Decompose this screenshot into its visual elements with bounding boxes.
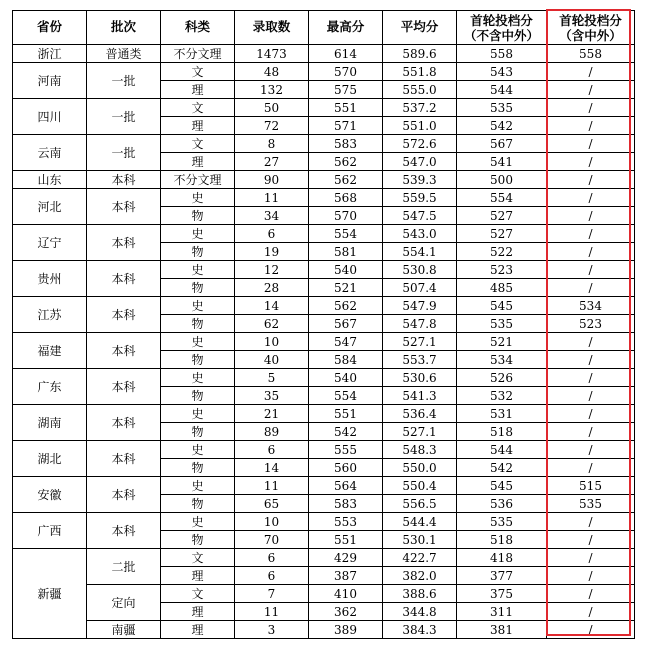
- table-row: [13, 225, 635, 243]
- cell-max-score: 429: [309, 549, 383, 567]
- cell-max-score: 410: [309, 585, 383, 603]
- cell-avg-score: 537.2: [383, 99, 457, 117]
- table-body: [13, 45, 635, 639]
- cell-max-score: 583: [309, 495, 383, 513]
- cell-first-round-excl: 527: [457, 207, 547, 225]
- cell-first-round-excl: 518: [457, 423, 547, 441]
- cell-admitted: 89: [235, 423, 309, 441]
- cell-max-score: 554: [309, 225, 383, 243]
- cell-avg-score: 572.6: [383, 135, 457, 153]
- cell-first-round-incl: /: [547, 81, 635, 99]
- cell-max-score: 555: [309, 441, 383, 459]
- cell-avg-score: 550.0: [383, 459, 457, 477]
- cell-admitted: 12: [235, 261, 309, 279]
- cell-batch: 普通类: [87, 45, 161, 63]
- cell-avg-score: 547.0: [383, 153, 457, 171]
- cell-first-round-excl: 545: [457, 477, 547, 495]
- cell-max-score: 551: [309, 99, 383, 117]
- cell-subject: 史: [161, 441, 235, 459]
- cell-subject: 史: [161, 189, 235, 207]
- cell-avg-score: 544.4: [383, 513, 457, 531]
- cell-first-round-incl: /: [547, 117, 635, 135]
- cell-admitted: 48: [235, 63, 309, 81]
- cell-max-score: 564: [309, 477, 383, 495]
- cell-max-score: 562: [309, 153, 383, 171]
- table-row: [13, 405, 635, 423]
- cell-first-round-incl: /: [547, 171, 635, 189]
- cell-max-score: 560: [309, 459, 383, 477]
- table-row: [13, 621, 635, 639]
- cell-first-round-excl: 558: [457, 45, 547, 63]
- cell-max-score: 562: [309, 297, 383, 315]
- cell-max-score: 575: [309, 81, 383, 99]
- cell-province: 广西: [13, 513, 87, 549]
- cell-province: 辽宁: [13, 225, 87, 261]
- cell-avg-score: 507.4: [383, 279, 457, 297]
- cell-admitted: 3: [235, 621, 309, 639]
- cell-max-score: 568: [309, 189, 383, 207]
- cell-first-round-incl: /: [547, 369, 635, 387]
- cell-province: 浙江: [13, 45, 87, 63]
- cell-province: 江苏: [13, 297, 87, 333]
- cell-first-round-excl: 542: [457, 117, 547, 135]
- cell-batch: 一批: [87, 135, 161, 171]
- cell-first-round-incl: 515: [547, 477, 635, 495]
- cell-avg-score: 548.3: [383, 441, 457, 459]
- cell-first-round-excl: 531: [457, 405, 547, 423]
- cell-avg-score: 589.6: [383, 45, 457, 63]
- cell-admitted: 6: [235, 549, 309, 567]
- cell-first-round-excl: 532: [457, 387, 547, 405]
- cell-first-round-excl: 522: [457, 243, 547, 261]
- cell-max-score: 551: [309, 531, 383, 549]
- cell-first-round-incl: /: [547, 423, 635, 441]
- cell-admitted: 72: [235, 117, 309, 135]
- cell-first-round-incl: /: [547, 333, 635, 351]
- cell-subject: 文: [161, 63, 235, 81]
- cell-province: 河北: [13, 189, 87, 225]
- cell-first-round-excl: 311: [457, 603, 547, 621]
- cell-first-round-incl: 535: [547, 495, 635, 513]
- cell-avg-score: 555.0: [383, 81, 457, 99]
- cell-admitted: 14: [235, 297, 309, 315]
- cell-first-round-excl: 544: [457, 81, 547, 99]
- cell-first-round-incl: /: [547, 387, 635, 405]
- cell-first-round-incl: /: [547, 135, 635, 153]
- cell-admitted: 50: [235, 99, 309, 117]
- cell-batch: 本科: [87, 225, 161, 261]
- cell-max-score: 362: [309, 603, 383, 621]
- cell-first-round-excl: 544: [457, 441, 547, 459]
- cell-first-round-incl: 523: [547, 315, 635, 333]
- table-row: [13, 513, 635, 531]
- cell-first-round-incl: /: [547, 99, 635, 117]
- cell-max-score: 571: [309, 117, 383, 135]
- cell-first-round-incl: /: [547, 405, 635, 423]
- cell-avg-score: 547.5: [383, 207, 457, 225]
- header-first-incl-line1: 首轮投档分: [559, 12, 622, 28]
- table-row: [13, 585, 635, 603]
- cell-max-score: 542: [309, 423, 383, 441]
- cell-batch: 本科: [87, 477, 161, 513]
- cell-subject: 史: [161, 477, 235, 495]
- cell-batch: 本科: [87, 261, 161, 297]
- cell-first-round-incl: /: [547, 207, 635, 225]
- cell-province: 湖北: [13, 441, 87, 477]
- cell-first-round-excl: 545: [457, 297, 547, 315]
- table-row: [13, 333, 635, 351]
- cell-avg-score: 541.3: [383, 387, 457, 405]
- cell-avg-score: 539.3: [383, 171, 457, 189]
- cell-batch: 本科: [87, 333, 161, 369]
- cell-avg-score: 382.0: [383, 567, 457, 585]
- cell-avg-score: 547.9: [383, 297, 457, 315]
- cell-admitted: 90: [235, 171, 309, 189]
- cell-first-round-excl: 521: [457, 333, 547, 351]
- cell-admitted: 70: [235, 531, 309, 549]
- cell-batch: 本科: [87, 441, 161, 477]
- cell-subject: 物: [161, 423, 235, 441]
- cell-admitted: 65: [235, 495, 309, 513]
- cell-admitted: 5: [235, 369, 309, 387]
- cell-province: 云南: [13, 135, 87, 171]
- cell-admitted: 11: [235, 603, 309, 621]
- cell-avg-score: 554.1: [383, 243, 457, 261]
- cell-first-round-excl: 534: [457, 351, 547, 369]
- cell-subject: 物: [161, 459, 235, 477]
- cell-first-round-excl: 526: [457, 369, 547, 387]
- cell-subject: 史: [161, 513, 235, 531]
- cell-max-score: 387: [309, 567, 383, 585]
- cell-avg-score: 422.7: [383, 549, 457, 567]
- cell-max-score: 551: [309, 405, 383, 423]
- cell-avg-score: 543.0: [383, 225, 457, 243]
- header-subject: 科类: [161, 11, 235, 45]
- cell-first-round-incl: /: [547, 567, 635, 585]
- cell-province: 安徽: [13, 477, 87, 513]
- cell-subject: 理: [161, 81, 235, 99]
- cell-max-score: 583: [309, 135, 383, 153]
- cell-admitted: 1473: [235, 45, 309, 63]
- cell-max-score: 584: [309, 351, 383, 369]
- cell-first-round-incl: /: [547, 621, 635, 639]
- cell-avg-score: 530.8: [383, 261, 457, 279]
- table-row: [13, 297, 635, 315]
- cell-first-round-excl: 536: [457, 495, 547, 513]
- cell-batch: 二批: [87, 549, 161, 585]
- cell-batch: 一批: [87, 63, 161, 99]
- cell-first-round-incl: /: [547, 585, 635, 603]
- cell-avg-score: 550.4: [383, 477, 457, 495]
- cell-subject: 物: [161, 279, 235, 297]
- cell-first-round-incl: /: [547, 243, 635, 261]
- table-row: [13, 171, 635, 189]
- cell-admitted: 21: [235, 405, 309, 423]
- table-row: [13, 63, 635, 81]
- cell-admitted: 11: [235, 477, 309, 495]
- cell-avg-score: 553.7: [383, 351, 457, 369]
- cell-max-score: 547: [309, 333, 383, 351]
- cell-avg-score: 527.1: [383, 333, 457, 351]
- cell-province: 福建: [13, 333, 87, 369]
- cell-batch: 南疆: [87, 621, 161, 639]
- cell-admitted: 28: [235, 279, 309, 297]
- cell-province: 贵州: [13, 261, 87, 297]
- cell-batch: 本科: [87, 369, 161, 405]
- cell-batch: 本科: [87, 405, 161, 441]
- cell-first-round-excl: 535: [457, 99, 547, 117]
- cell-province: 河南: [13, 63, 87, 99]
- header-batch: 批次: [87, 11, 161, 45]
- cell-first-round-excl: 567: [457, 135, 547, 153]
- cell-admitted: 11: [235, 189, 309, 207]
- cell-batch: 本科: [87, 189, 161, 225]
- cell-batch: 定向: [87, 585, 161, 621]
- cell-first-round-excl: 518: [457, 531, 547, 549]
- cell-avg-score: 388.6: [383, 585, 457, 603]
- cell-admitted: 10: [235, 333, 309, 351]
- cell-max-score: 554: [309, 387, 383, 405]
- cell-first-round-excl: 418: [457, 549, 547, 567]
- cell-admitted: 34: [235, 207, 309, 225]
- table-row: [13, 135, 635, 153]
- cell-avg-score: 559.5: [383, 189, 457, 207]
- cell-first-round-incl: /: [547, 459, 635, 477]
- cell-first-round-incl: /: [547, 279, 635, 297]
- cell-admitted: 19: [235, 243, 309, 261]
- cell-max-score: 540: [309, 369, 383, 387]
- cell-first-round-excl: 543: [457, 63, 547, 81]
- cell-avg-score: 556.5: [383, 495, 457, 513]
- cell-first-round-excl: 377: [457, 567, 547, 585]
- cell-max-score: 614: [309, 45, 383, 63]
- cell-admitted: 10: [235, 513, 309, 531]
- cell-max-score: 540: [309, 261, 383, 279]
- table-row: [13, 477, 635, 495]
- header-first-round-excl: [457, 11, 547, 45]
- cell-subject: 理: [161, 567, 235, 585]
- cell-avg-score: 344.8: [383, 603, 457, 621]
- cell-max-score: 567: [309, 315, 383, 333]
- cell-admitted: 14: [235, 459, 309, 477]
- admission-scores-table: [12, 10, 635, 639]
- cell-subject: 史: [161, 297, 235, 315]
- cell-first-round-excl: 375: [457, 585, 547, 603]
- cell-first-round-incl: 558: [547, 45, 635, 63]
- cell-avg-score: 384.3: [383, 621, 457, 639]
- cell-first-round-incl: /: [547, 153, 635, 171]
- cell-subject: 物: [161, 351, 235, 369]
- cell-subject: 史: [161, 405, 235, 423]
- cell-first-round-incl: /: [547, 189, 635, 207]
- cell-subject: 物: [161, 315, 235, 333]
- cell-batch: 一批: [87, 99, 161, 135]
- cell-avg-score: 547.8: [383, 315, 457, 333]
- cell-batch: 本科: [87, 171, 161, 189]
- table-row: [13, 261, 635, 279]
- header-max-score: 最高分: [309, 11, 383, 45]
- cell-max-score: 389: [309, 621, 383, 639]
- header-first-round-incl: [547, 11, 635, 45]
- cell-avg-score: 536.4: [383, 405, 457, 423]
- table-row: [13, 549, 635, 567]
- cell-avg-score: 530.1: [383, 531, 457, 549]
- cell-subject: 史: [161, 369, 235, 387]
- header-province: 省份: [13, 11, 87, 45]
- cell-first-round-incl: /: [547, 441, 635, 459]
- cell-subject: 物: [161, 243, 235, 261]
- cell-max-score: 570: [309, 63, 383, 81]
- cell-admitted: 62: [235, 315, 309, 333]
- header-first-excl-line1: 首轮投档分: [470, 12, 533, 28]
- cell-subject: 文: [161, 135, 235, 153]
- cell-admitted: 6: [235, 441, 309, 459]
- cell-first-round-incl: 534: [547, 297, 635, 315]
- cell-admitted: 8: [235, 135, 309, 153]
- header-first-excl-line2: （不含中外）: [463, 27, 539, 43]
- cell-subject: 理: [161, 117, 235, 135]
- cell-subject: 理: [161, 603, 235, 621]
- cell-max-score: 553: [309, 513, 383, 531]
- cell-province: 广东: [13, 369, 87, 405]
- cell-first-round-excl: 542: [457, 459, 547, 477]
- cell-admitted: 35: [235, 387, 309, 405]
- cell-first-round-incl: /: [547, 351, 635, 369]
- cell-batch: 本科: [87, 297, 161, 333]
- cell-max-score: 562: [309, 171, 383, 189]
- cell-admitted: 6: [235, 567, 309, 585]
- cell-subject: 文: [161, 99, 235, 117]
- cell-first-round-excl: 554: [457, 189, 547, 207]
- cell-avg-score: 530.6: [383, 369, 457, 387]
- cell-subject: 史: [161, 225, 235, 243]
- cell-province: 四川: [13, 99, 87, 135]
- header-avg-score: 平均分: [383, 11, 457, 45]
- cell-first-round-incl: /: [547, 513, 635, 531]
- cell-first-round-incl: /: [547, 603, 635, 621]
- cell-province: 山东: [13, 171, 87, 189]
- cell-batch: 本科: [87, 513, 161, 549]
- cell-first-round-incl: /: [547, 531, 635, 549]
- cell-subject: 物: [161, 387, 235, 405]
- cell-first-round-excl: 523: [457, 261, 547, 279]
- cell-subject: 理: [161, 153, 235, 171]
- cell-first-round-incl: /: [547, 225, 635, 243]
- cell-province: 新疆: [13, 549, 87, 639]
- cell-max-score: 570: [309, 207, 383, 225]
- cell-first-round-incl: /: [547, 63, 635, 81]
- table-row: [13, 441, 635, 459]
- cell-first-round-excl: 535: [457, 513, 547, 531]
- cell-subject: 物: [161, 207, 235, 225]
- cell-admitted: 27: [235, 153, 309, 171]
- cell-first-round-excl: 541: [457, 153, 547, 171]
- cell-max-score: 521: [309, 279, 383, 297]
- cell-avg-score: 527.1: [383, 423, 457, 441]
- cell-admitted: 7: [235, 585, 309, 603]
- cell-subject: 史: [161, 333, 235, 351]
- cell-subject: 文: [161, 549, 235, 567]
- cell-subject: 文: [161, 585, 235, 603]
- cell-subject: 理: [161, 621, 235, 639]
- cell-first-round-excl: 527: [457, 225, 547, 243]
- cell-subject: 不分文理: [161, 45, 235, 63]
- header-first-incl-line2: （含中外）: [559, 27, 622, 43]
- cell-avg-score: 551.8: [383, 63, 457, 81]
- cell-first-round-incl: /: [547, 261, 635, 279]
- header-row: [13, 11, 635, 45]
- table-row: [13, 45, 635, 63]
- cell-subject: 物: [161, 531, 235, 549]
- cell-first-round-excl: 381: [457, 621, 547, 639]
- cell-subject: 史: [161, 261, 235, 279]
- table-row: [13, 369, 635, 387]
- cell-subject: 物: [161, 495, 235, 513]
- cell-admitted: 40: [235, 351, 309, 369]
- cell-first-round-excl: 535: [457, 315, 547, 333]
- cell-first-round-excl: 485: [457, 279, 547, 297]
- cell-admitted: 132: [235, 81, 309, 99]
- cell-admitted: 6: [235, 225, 309, 243]
- table-row: [13, 99, 635, 117]
- cell-avg-score: 551.0: [383, 117, 457, 135]
- header-admitted: 录取数: [235, 11, 309, 45]
- cell-subject: 不分文理: [161, 171, 235, 189]
- table-row: [13, 189, 635, 207]
- cell-province: 湖南: [13, 405, 87, 441]
- cell-first-round-excl: 500: [457, 171, 547, 189]
- cell-max-score: 581: [309, 243, 383, 261]
- cell-first-round-incl: /: [547, 549, 635, 567]
